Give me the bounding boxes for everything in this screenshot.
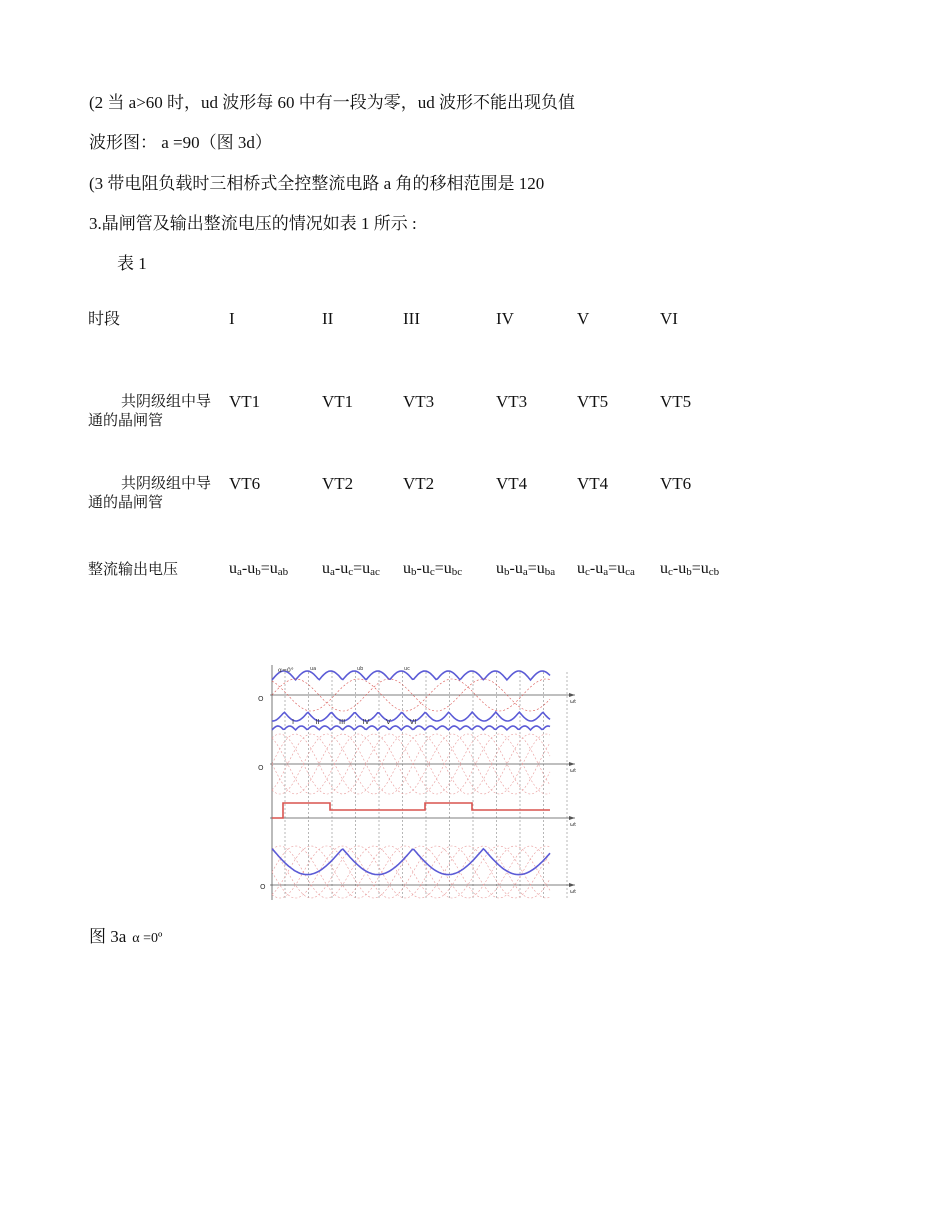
row1-label-line-b: 通的晶闸管 [88,413,164,429]
row2-cell: VT4 [496,474,528,493]
axis-arrow [569,693,575,697]
vt1-voltage [272,849,550,875]
wave-label: uc [404,666,410,672]
header-label: 时段 [88,311,121,328]
axis-arrow [569,883,575,887]
paragraph-line-4: 3.晶闸管及输出整流电压的情况如表 1 所示 : [89,214,417,233]
row1-label-line-a: 共阴级组中导 [121,394,212,410]
period-header: III [403,309,420,328]
row1-cell: VT3 [496,392,528,411]
paragraph-line-2: 波形图： a =90（图 3d） [89,133,272,152]
omega-t-label: ωt [570,699,577,705]
row1-cell: VT1 [229,392,261,411]
ud-output-wave [272,726,550,730]
paragraph-line-1: (2 当 a>60 时，ud 波形每 60 中有一段为零，ud 波形不能出现负值 [89,93,576,112]
row2-label [88,475,211,513]
period-roman-label: I [292,718,295,726]
paragraph-line-3: (3 带电阻负载时三相桥式全控整流电路 a 角的移相范围是 120 [89,174,545,193]
row2-cell: VT6 [229,474,261,493]
row1-cell: VT3 [403,392,435,411]
row3-label: 整流输出电压 [88,562,179,578]
origin-label: O [258,695,264,703]
top-envelope [272,671,550,680]
voltage-equation: $u_b-u_c=u_{bc}$ [403,560,463,578]
voltage-equation: $u_c-u_a=u_{ca}$ [577,560,635,578]
period-header: VI [660,309,678,328]
voltage-equation: $u_a-u_b=u_{ab}$ [229,560,289,578]
row1-label [88,393,211,431]
caption-alpha: α =0º [132,931,163,946]
row2-cell: VT2 [403,474,435,493]
table-title: 表 1 [117,254,147,273]
period-roman-label: III [339,718,346,726]
voltage-equation: $u_c-u_b=u_{cb}$ [660,560,720,578]
row2-cell: VT6 [660,474,692,493]
omega-t-label: ωt [570,822,577,828]
voltage-equation: $u_a-u_c=u_{ac}$ [322,560,380,578]
row2-label-line-b: 通的晶闸管 [88,495,164,511]
axis-arrow [569,762,575,766]
row2-cell: VT4 [577,474,609,493]
thyristor-current [272,803,550,818]
wave-label: ub [357,666,364,672]
period-header: IV [496,309,514,328]
row1-cell: VT5 [660,392,692,411]
axis-arrow [569,816,575,820]
period-header: I [229,309,235,328]
period-roman-label: IV [362,718,370,726]
waveform-figure [250,660,595,905]
row1-cell: VT5 [577,392,609,411]
alpha-label: α=0° [278,667,294,674]
period-header: II [322,309,334,328]
origin-label: O [258,764,264,772]
omega-t-label: ωt [570,889,577,895]
period-roman-label: II [315,718,320,726]
row1-cell: VT1 [322,392,354,411]
period-roman-label: V [386,718,391,726]
voltage-equation: $u_b-u_a=u_{ba}$ [496,560,556,578]
row2-label-line-a: 共阴级组中导 [121,476,212,492]
wave-label: ua [310,666,317,672]
period-roman-label: VI [409,718,417,726]
period-header: V [577,309,590,328]
caption-label: 图 3a [89,927,127,946]
origin-label: O [260,883,266,891]
omega-t-label: ωt [570,768,577,774]
row2-cell: VT2 [322,474,354,493]
figure-caption [89,922,162,947]
